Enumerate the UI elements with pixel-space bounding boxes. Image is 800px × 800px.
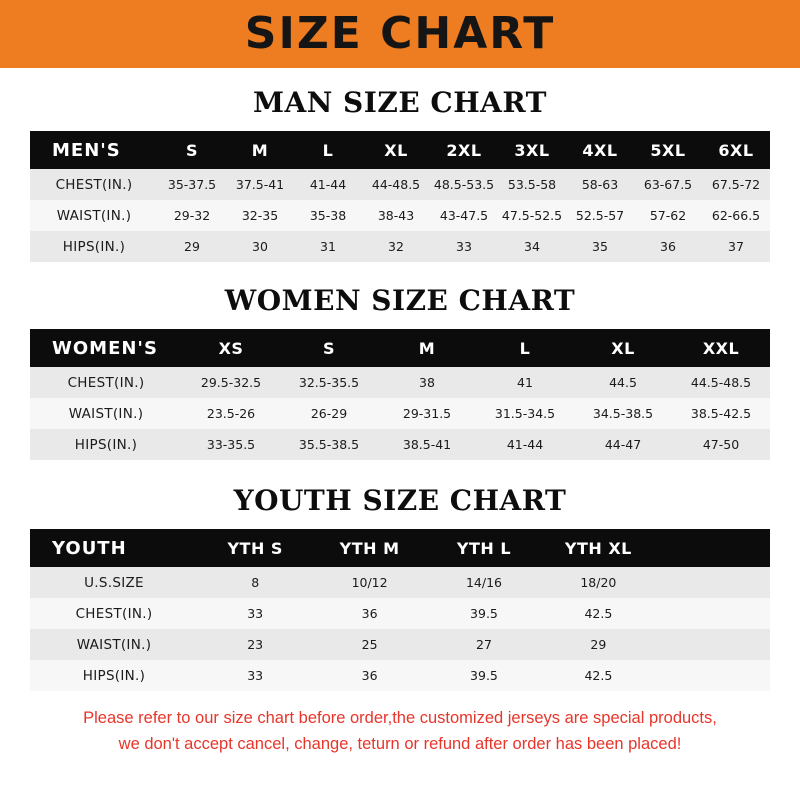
table-cell: 33 bbox=[198, 660, 312, 691]
table-cell: 25 bbox=[312, 629, 426, 660]
table-cell: 29-32 bbox=[158, 200, 226, 231]
man-size-table-wrapper bbox=[30, 131, 770, 262]
column-header: 4XL bbox=[566, 131, 634, 169]
table-cell: 29.5-32.5 bbox=[182, 367, 280, 398]
table-cell: 39.5 bbox=[427, 598, 541, 629]
table-cell bbox=[656, 629, 770, 660]
table-row bbox=[30, 367, 770, 398]
women-size-table-wrapper bbox=[30, 329, 770, 460]
table-header-row bbox=[30, 329, 770, 367]
table-cell: 29-31.5 bbox=[378, 398, 476, 429]
row-label: U.S.SIZE bbox=[30, 567, 198, 598]
table-cell: 44.5-48.5 bbox=[672, 367, 770, 398]
table-row bbox=[30, 398, 770, 429]
column-header bbox=[656, 529, 770, 567]
footer-disclaimer bbox=[24, 707, 776, 757]
column-header: XXL bbox=[672, 329, 770, 367]
row-label: HIPS(IN.) bbox=[30, 429, 182, 460]
table-cell: 36 bbox=[312, 598, 426, 629]
column-header: YTH L bbox=[427, 529, 541, 567]
table-row bbox=[30, 629, 770, 660]
column-header: L bbox=[294, 131, 362, 169]
table-row bbox=[30, 200, 770, 231]
row-label: HIPS(IN.) bbox=[30, 660, 198, 691]
table-cell: 35 bbox=[566, 231, 634, 262]
table-cell: 8 bbox=[198, 567, 312, 598]
youth-size-table bbox=[30, 529, 770, 691]
table-cell: 38-43 bbox=[362, 200, 430, 231]
table-cell: 37 bbox=[702, 231, 770, 262]
table-cell bbox=[656, 660, 770, 691]
table-cell: 44-48.5 bbox=[362, 169, 430, 200]
column-header: M bbox=[226, 131, 294, 169]
table-cell: 38.5-41 bbox=[378, 429, 476, 460]
footer-line-1: Please refer to our size chart before order,the customized jerseys are special products, bbox=[83, 709, 717, 727]
column-header: YTH XL bbox=[541, 529, 655, 567]
page-title: SIZE CHART bbox=[244, 8, 556, 59]
table-cell: 35-38 bbox=[294, 200, 362, 231]
row-label: CHEST(IN.) bbox=[30, 598, 198, 629]
column-header: S bbox=[158, 131, 226, 169]
column-header: XS bbox=[182, 329, 280, 367]
column-header: S bbox=[280, 329, 378, 367]
table-cell: 23 bbox=[198, 629, 312, 660]
row-label: WAIST(IN.) bbox=[30, 200, 158, 231]
table-cell: 53.5-58 bbox=[498, 169, 566, 200]
table-cell: 32 bbox=[362, 231, 430, 262]
row-label: WAIST(IN.) bbox=[30, 629, 198, 660]
table-cell: 41 bbox=[476, 367, 574, 398]
table-cell: 58-63 bbox=[566, 169, 634, 200]
table-cell: 41-44 bbox=[476, 429, 574, 460]
table-cell: 23.5-26 bbox=[182, 398, 280, 429]
table-cell: 47-50 bbox=[672, 429, 770, 460]
column-header: 3XL bbox=[498, 131, 566, 169]
table-cell: 33-35.5 bbox=[182, 429, 280, 460]
table-header-row bbox=[30, 131, 770, 169]
table-cell: 18/20 bbox=[541, 567, 655, 598]
table-cell: 36 bbox=[634, 231, 702, 262]
women-size-table bbox=[30, 329, 770, 460]
row-label: CHEST(IN.) bbox=[30, 367, 182, 398]
table-cell: 31 bbox=[294, 231, 362, 262]
table-cell: 38.5-42.5 bbox=[672, 398, 770, 429]
column-header: 5XL bbox=[634, 131, 702, 169]
table-header-row bbox=[30, 529, 770, 567]
row-label: CHEST(IN.) bbox=[30, 169, 158, 200]
table-cell: 29 bbox=[541, 629, 655, 660]
table-cell: 38 bbox=[378, 367, 476, 398]
table-cell: 26-29 bbox=[280, 398, 378, 429]
table-cell: 30 bbox=[226, 231, 294, 262]
table-cell: 27 bbox=[427, 629, 541, 660]
row-label: WAIST(IN.) bbox=[30, 398, 182, 429]
table-row bbox=[30, 429, 770, 460]
column-header: XL bbox=[574, 329, 672, 367]
table-cell: 42.5 bbox=[541, 598, 655, 629]
column-header: L bbox=[476, 329, 574, 367]
column-header: MEN'S bbox=[30, 131, 158, 169]
column-header: 2XL bbox=[430, 131, 498, 169]
column-header: WOMEN'S bbox=[30, 329, 182, 367]
table-cell: 41-44 bbox=[294, 169, 362, 200]
man-size-table bbox=[30, 131, 770, 262]
column-header: M bbox=[378, 329, 476, 367]
column-header: YTH S bbox=[198, 529, 312, 567]
table-cell: 39.5 bbox=[427, 660, 541, 691]
table-cell: 32.5-35.5 bbox=[280, 367, 378, 398]
table-cell: 33 bbox=[198, 598, 312, 629]
table-cell: 14/16 bbox=[427, 567, 541, 598]
table-cell: 32-35 bbox=[226, 200, 294, 231]
table-cell: 35-37.5 bbox=[158, 169, 226, 200]
footer-line-2: we don't accept cancel, change, teturn or refund after order has been placed! bbox=[118, 734, 682, 753]
table-cell: 10/12 bbox=[312, 567, 426, 598]
table-cell bbox=[656, 598, 770, 629]
table-row bbox=[30, 567, 770, 598]
table-cell: 67.5-72 bbox=[702, 169, 770, 200]
row-label: HIPS(IN.) bbox=[30, 231, 158, 262]
table-row bbox=[30, 169, 770, 200]
table-cell: 34 bbox=[498, 231, 566, 262]
section-title-youth: YOUTH SIZE CHART bbox=[233, 484, 567, 517]
table-cell: 33 bbox=[430, 231, 498, 262]
table-cell: 34.5-38.5 bbox=[574, 398, 672, 429]
table-row bbox=[30, 231, 770, 262]
table-row bbox=[30, 660, 770, 691]
section-title-man: MAN SIZE CHART bbox=[253, 86, 547, 119]
column-header: YTH M bbox=[312, 529, 426, 567]
table-cell: 43-47.5 bbox=[430, 200, 498, 231]
table-cell: 62-66.5 bbox=[702, 200, 770, 231]
column-header: 6XL bbox=[702, 131, 770, 169]
youth-size-table-wrapper bbox=[30, 529, 770, 691]
table-cell: 47.5-52.5 bbox=[498, 200, 566, 231]
table-cell: 52.5-57 bbox=[566, 200, 634, 231]
table-cell: 35.5-38.5 bbox=[280, 429, 378, 460]
table-cell: 31.5-34.5 bbox=[476, 398, 574, 429]
section-title-women: WOMEN SIZE CHART bbox=[224, 284, 576, 317]
table-cell: 48.5-53.5 bbox=[430, 169, 498, 200]
table-cell: 36 bbox=[312, 660, 426, 691]
table-cell: 44.5 bbox=[574, 367, 672, 398]
table-cell: 37.5-41 bbox=[226, 169, 294, 200]
table-row bbox=[30, 598, 770, 629]
column-header: XL bbox=[362, 131, 430, 169]
table-cell: 63-67.5 bbox=[634, 169, 702, 200]
header-banner bbox=[0, 0, 800, 68]
table-cell: 29 bbox=[158, 231, 226, 262]
table-cell bbox=[656, 567, 770, 598]
column-header: YOUTH bbox=[30, 529, 198, 567]
table-cell: 42.5 bbox=[541, 660, 655, 691]
table-cell: 57-62 bbox=[634, 200, 702, 231]
table-cell: 44-47 bbox=[574, 429, 672, 460]
